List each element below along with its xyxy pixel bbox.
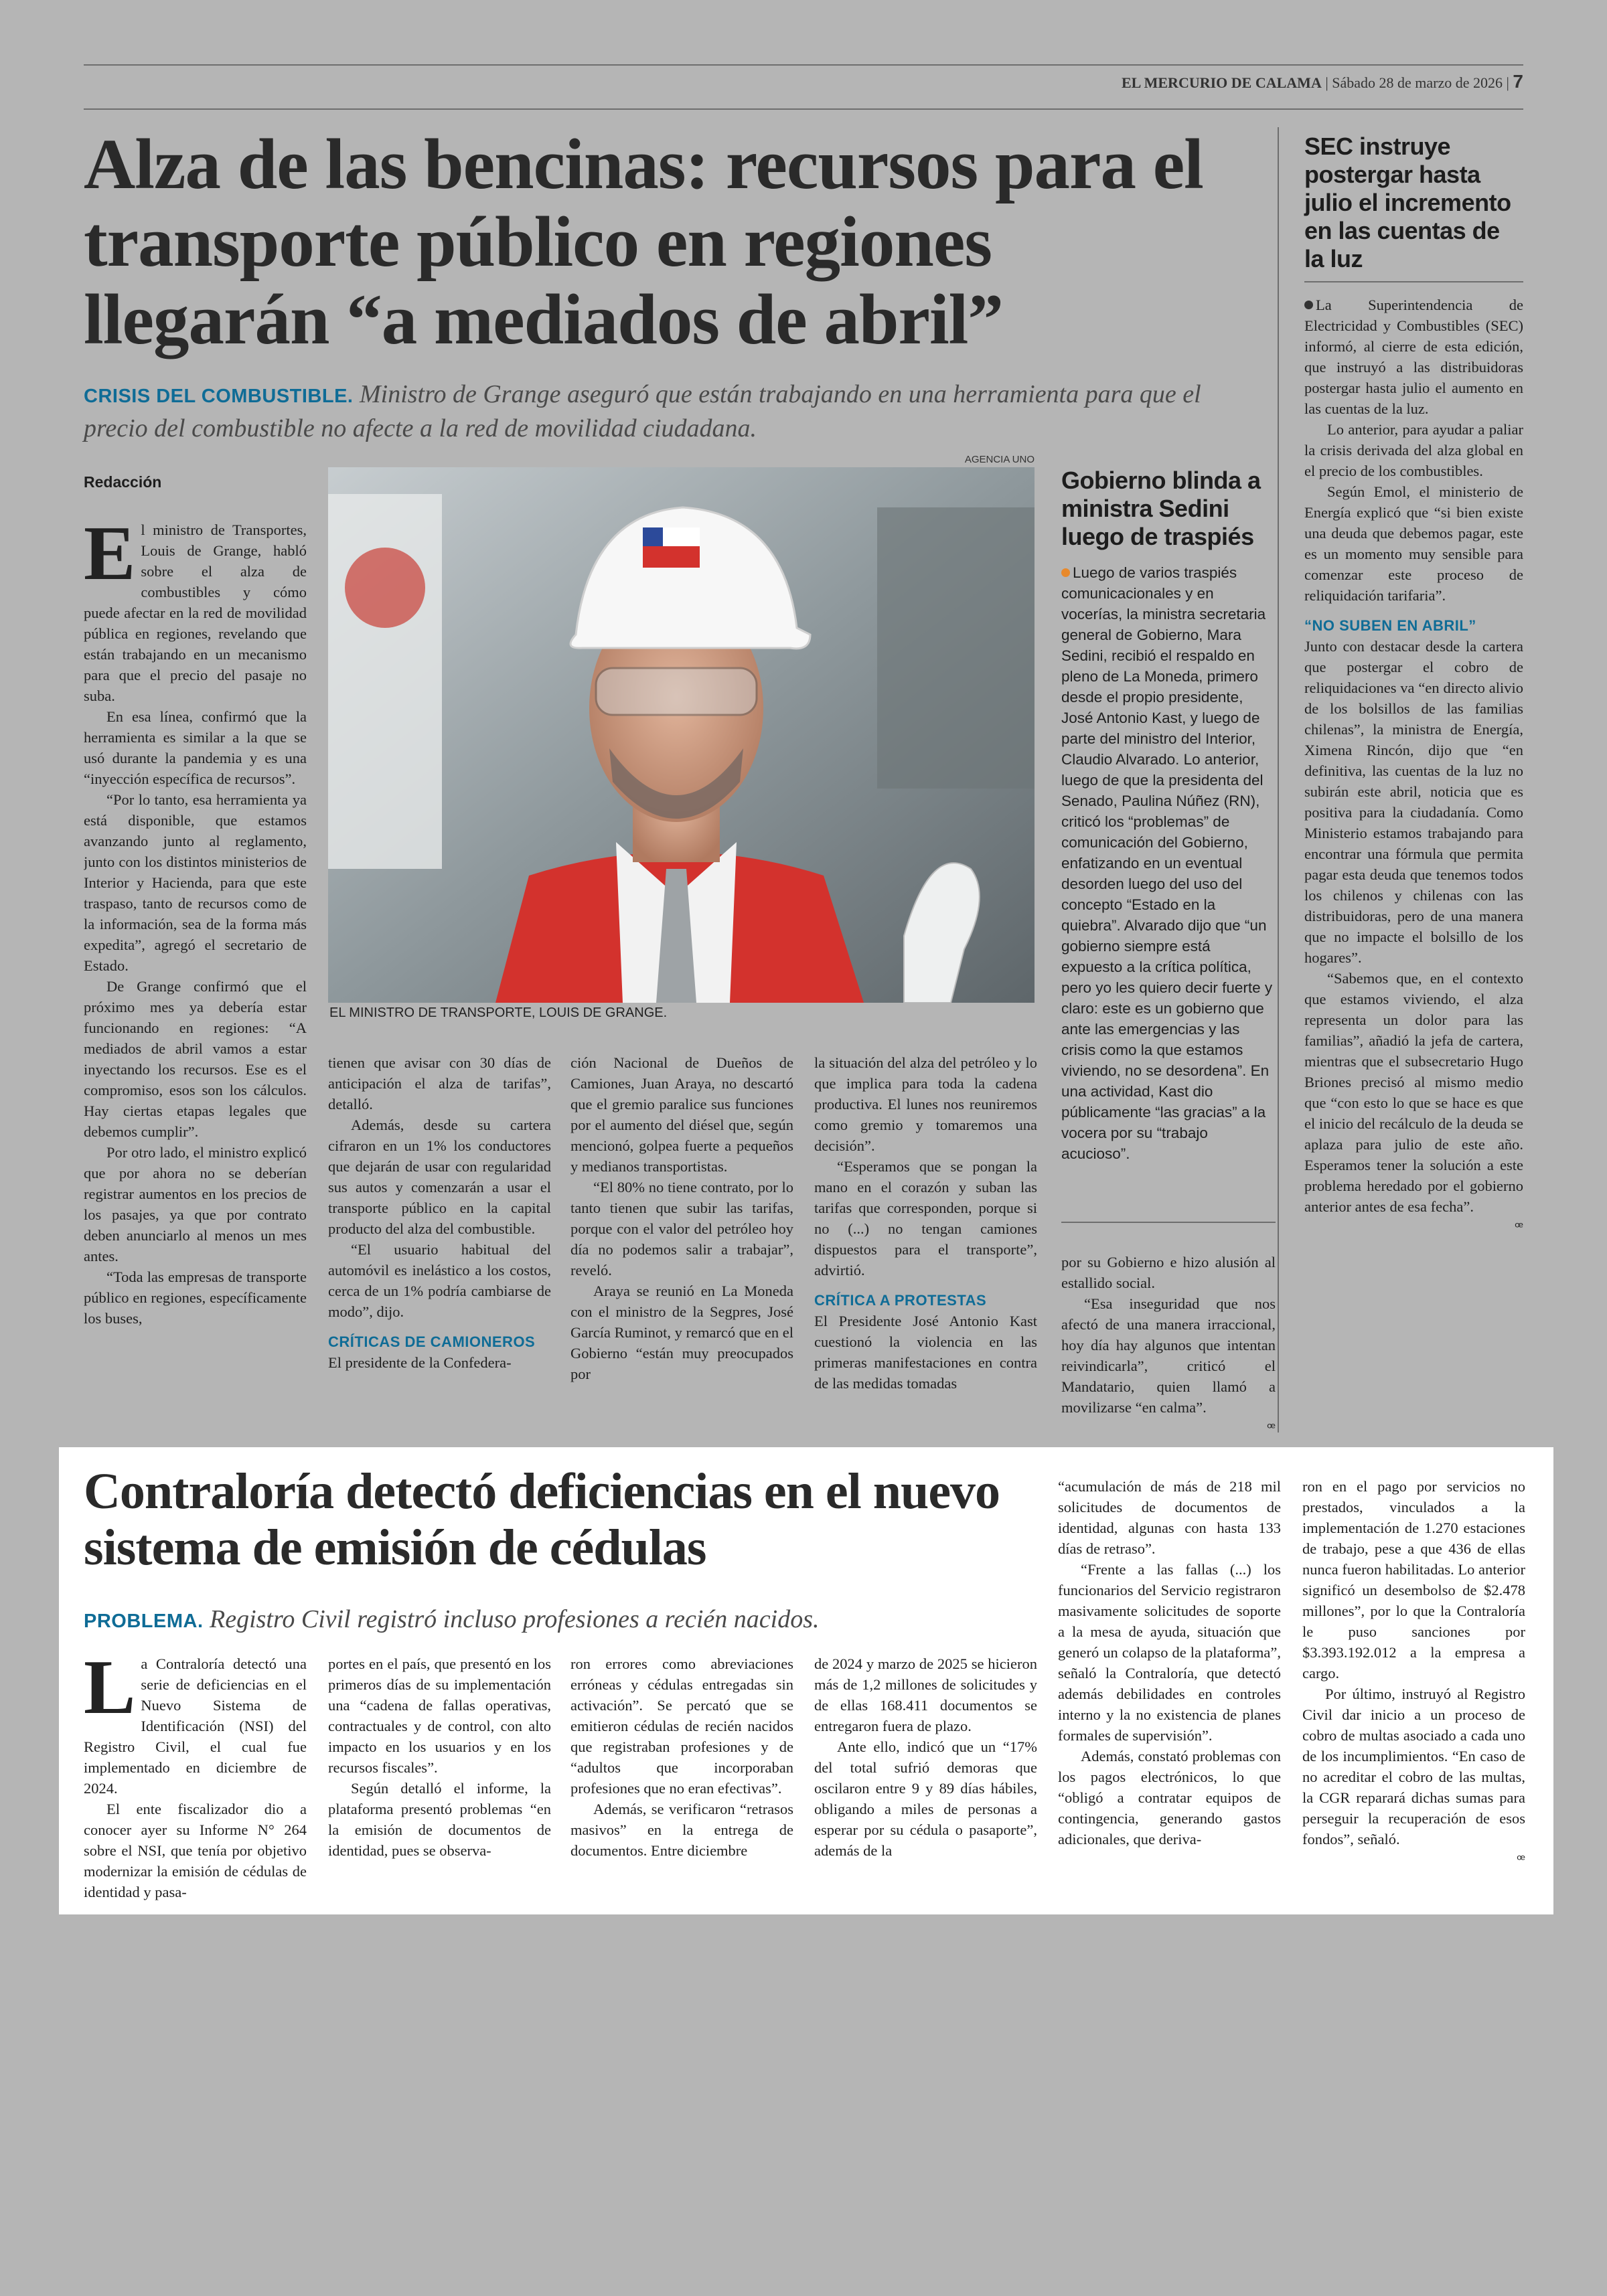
contraloria-deck — [84, 1603, 1048, 1637]
sec-bullet — [1304, 301, 1313, 309]
byline: Redacción — [84, 473, 162, 491]
top-rule — [84, 64, 1523, 66]
photo-credit: AGENCIA UNO — [964, 454, 1035, 465]
publication-name: EL MERCURIO DE CALAMA — [1121, 74, 1322, 91]
main-c1-p6: “Toda las empresas de transporte público en regiones, específicamente los buses, — [84, 1268, 307, 1327]
main-c1-p3: “Por lo tanto, esa herramienta ya está disponible, que estamos avanzando junto al reglamento, junto con los distintos ministerios de Interior y Hacienda, para que este traspaso, tanto de recursos como de la información, sea de la forma más expedita”, agregó el secretario de Estado. — [84, 791, 307, 974]
main-c2-tail: El presidente de la Confedera- — [328, 1354, 512, 1371]
main-headline: Alza de las bencinas: recursos para el transporte público en regiones llegarán “a mediados de abril” — [84, 125, 1203, 359]
main-deck — [84, 378, 1249, 444]
sidebar-divider — [1278, 127, 1279, 1432]
main-c3-p2: “El 80% no tiene contrato, por lo tanto tienen que subir las tarifas, porque con el valor del petróleo hoy día no podemos salir a trabajar”, reveló. — [570, 1179, 793, 1279]
cgr-c6-p2: Por último, instruyó al Registro Civil dar inicio a un proceso de cobro de multas asociado a cada uno de los incumplimientos. “En caso de no acreditar el cobro de las multas, la CGR reparará dichas sumas para perseguir la recuperación de esos fondos”, señaló. — [1302, 1686, 1525, 1848]
gobierno-text: Luego de varios traspiés comunicacionales y en vocerías, la ministra secretaria general de Gobierno, Mara Sedini, recibió el respaldo en pleno de La Moneda, primero desde el propio presidente, José Antonio Kast, y luego de parte del ministro del Interior, Claudio Alvarado. Lo anterior, luego de que la presidenta del Senado, Paulina Núñez (RN), criticó los “problemas” de comunicación del Gobierno, enfatizando en un eventual desorden luego del uso del concepto “Estado en la quiebra”. Alvarado dijo que “un gobierno siempre está expuesto a la crítica política, pero yo les quiero decir fuerte y claro: este es un gobierno que ante las emergencias y las crisis como la que estamos viviendo, no se desordena”. En una actividad, Kast dio públicamente “las gracias” a la vocera por su “trabajo acucioso”. — [1061, 564, 1273, 1162]
cgr-c6-p1: ron en el pago por servicios no prestados, vinculados a la implementación de 1.270 estaciones de trabajo, pese a que 436 de ellas nunca fueron habilitadas. Lo anterior significó un desembolso de $2.478 millones”, por lo que la Contraloría le puso sanciones por $3.393.192.012 a la empresa a cargo. — [1302, 1478, 1525, 1682]
cgr-c5-p2: “Frente a las fallas (...) los funcionarios del Servicio registraron masivamente solicitudes de soporte a la mesa de ayuda, situación que generó un colapso de la plataforma”, señaló la Contraloría, que detectó además debilidades en controles interno y la no existencia de planes formales de supervisión”. — [1058, 1561, 1281, 1744]
cgr-c1-p2: El ente fiscalizador dio a conocer ayer su Informe N° 264 sobre el NSI, que tenía por objetivo modernizar la emisión de cédulas de identidad y pasa- — [84, 1801, 307, 1900]
main-c4-tail: El Presidente José Antonio Kast cuestionó la violencia en las primeras manifestaciones en contra de las medidas tomadas — [814, 1313, 1037, 1392]
cgr-c5-p3: Además, constató problemas con los pagos electrónicos, lo que “obligó a contratar equipos de contingencia, generando gastos adicionales, que deriva- — [1058, 1748, 1281, 1848]
sec-rule — [1304, 281, 1523, 282]
cgr-column-5 — [1058, 1476, 1281, 1904]
main-c1-p4: De Grange confirmó que el próximo mes ya debería estar funcionando en regiones: “A mediados de abril vamos a estar inyectando los recursos. Ese es el compromiso, esos son los cálculos. Hay ciertas etapas legales que debemos cumplir”. — [84, 978, 307, 1140]
main-c1-p5: Por otro lado, el ministro explicó que por ahora no se deberían registrar aumentos en los precios de los pasajes, ya que por contrato deben anunciarlo al menos un mes antes. — [84, 1144, 307, 1264]
cgr-c3-p2: Además, se verificaron “retrasos masivos” en la entrega de documentos. Entre diciembre — [570, 1801, 793, 1859]
sec-p2: Lo anterior, para ayudar a paliar la crisis derivada del alza global en el precio de los combustibles. — [1304, 421, 1523, 479]
main-kicker: CRISIS DEL COMBUSTIBLE. — [84, 386, 354, 407]
sec-p4: Junto con destacar desde la cartera que postergar el cobro de reliquidaciones va “en directo alivio de los bolsillos de las familias chilenas”, la ministra de Energía, Ximena Rincón, dijo que “en definitiva, las cuentas de la luz no subirán este abril, noticia que es positiva para la ciudadanía. Como Ministerio estamos trabajando para encontrar una fórmula que permita pagar esta deuda que tenemos todos los chilenos y chilenas con las distribuidoras, pero de una manera que no impacte el bolsillo de los hogares”. — [1304, 638, 1523, 966]
main-c5-p1: por su Gobierno e hizo alusión al estallido social. — [1061, 1254, 1276, 1291]
cgr-c1-p1: a Contraloría detectó una serie de deficiencias en el Nuevo Sistema de Identificación (NSI) del Registro Civil, el cual fue implementado en diciembre de 2024. — [84, 1655, 307, 1797]
sec-body — [1304, 295, 1523, 1432]
cgr-c4-p1: de 2024 y marzo de 2025 se hicieron más de 1,2 millones de solicitudes y de ellas 168.411 documentos se entregaron fuera de plazo. — [814, 1655, 1037, 1734]
issue-date: Sábado 28 de marzo de 2026 — [1332, 74, 1503, 91]
sec-p3: Según Emol, el ministerio de Energía explicó que “si bien existe una deuda que debemos pagar, este es un momento muy sensible para comenzar este proceso de reliquidación tarifaria”. — [1304, 483, 1523, 604]
sec-subhead: “NO SUBEN EN ABRIL” — [1304, 617, 1476, 634]
end-mark-icon: ꟹ — [1515, 1219, 1523, 1235]
main-c2-p3: “El usuario habitual del automóvil es inelástico a los costos, cerca de un 1% podría cambiarse de modo”, dijo. — [328, 1241, 551, 1320]
end-mark-icon: ꟹ — [1517, 1852, 1525, 1868]
main-deck-text: Ministro de Grange aseguró que están trabajando en una herramienta para que el precio del combustible no afecte a la red de movilidad ciudadana. — [84, 380, 1201, 442]
main-c5-p2: “Esa inseguridad que nos afectó de una manera irraccional, hoy día hay algunos que intentan reivindicarla”, criticó el Mandatario, quien llamó a movilizarse “en calma”. — [1061, 1295, 1276, 1416]
main-c1-p2: En esa línea, confirmó que la herramienta es similar a la que se usó durante la pandemia y es una “inyección específica de recursos”. — [84, 708, 307, 787]
photo-caption: EL MINISTRO DE TRANSPORTE, LOUIS DE GRANGE. — [329, 1005, 668, 1020]
main-column-1 — [84, 472, 307, 1432]
contraloria-deck-text: Registro Civil registró incluso profesiones a recién nacidos. — [210, 1605, 820, 1633]
sec-p5: “Sabemos que, en el contexto que estamos viviendo, el alza representa un dolor para las familias”, añadió la jefa de cartera, mientras que el subsecretario Hugo Briones precisó al mismo medio que “con esto lo que se hace es que el inicio del recálculo de la deuda se aplaza para julio de este año. Esperamos tener la solución a este problema heredado por el gobierno anterior antes de esa fecha”. — [1304, 970, 1523, 1215]
subhead-protestas: CRÍTICA A PROTESTAS — [814, 1292, 987, 1309]
cgr-column-2 — [328, 1653, 551, 1904]
main-c4-p1: la situación del alza del petróleo y lo que implica para toda la cadena productiva. El lunes nos reuniremos como gremio y tomaremos una decisión”. — [814, 1054, 1037, 1154]
cgr-c3-p1: ron errores como abreviaciones erróneas y cédulas entregadas sin activación”. Se percató que se emitieron cédulas de recién nacidos que registraban profesiones y de “adultos que incorporaban profesiones que no eran efectivas”. — [570, 1655, 793, 1797]
main-column-5 — [1061, 1252, 1276, 1432]
subhead-camioneros: CRÍTICAS DE CAMIONEROS — [328, 1333, 536, 1350]
main-column-3 — [570, 1052, 793, 1432]
cgr-c5-p1: “acumulación de más de 218 mil solicitudes de documentos de identidad, algunas con hasta 133 días de retraso”. — [1058, 1478, 1281, 1557]
contraloria-headline: Contraloría detectó deficiencias en el nuevo sistema de emisión de cédulas — [84, 1463, 1000, 1576]
main-c2-p1: tienen que avisar con 30 días de anticipación el alza de tarifas”, detalló. — [328, 1054, 551, 1113]
minister-photo — [328, 467, 1035, 1003]
sec-headline: SEC instruye postergar hasta julio el incremento en las cuentas de la luz — [1304, 133, 1511, 272]
main-c3-p1: ción Nacional de Dueños de Camiones, Juan Araya, no descartó que el gremio paralice sus funciones por el aumento del diésel que, según mencionó, golpea fuerte a pequeños y medianos transportistas. — [570, 1054, 793, 1175]
page-folio: EL MERCURIO DE CALAMA | Sábado 28 de marzo de 2026 | 7 — [1121, 71, 1523, 92]
portrait-illustration — [328, 467, 1035, 1003]
cgr-column-6 — [1302, 1476, 1525, 1904]
main-c2-p2: Además, desde su cartera cifraron en un 1% los conductores que dejarán de usar con regularidad sus autos y comenzarán a usar el transporte público en la capital producto del alza del combustible. — [328, 1117, 551, 1237]
cgr-c2-p1: portes en el país, que presentó en los primeros días de su implementación una “cadena de fallas operativas, contractuales y de control, con alto impacto en los usuarios y en los recursos fiscales”. — [328, 1655, 551, 1776]
contraloria-kicker: PROBLEMA. — [84, 1611, 204, 1632]
cgr-c2-p2: Según detalló el informe, la plataforma presentó problemas “en la emisión de documentos de identidad, pues se observa- — [328, 1780, 551, 1859]
gobierno-body — [1061, 562, 1276, 1218]
sec-p1: La Superintendencia de Electricidad y Combustibles (SEC) informó, al cierre de esta edición, que instruyó a las distribuidoras postergar hasta julio el aumento en las cuentas de la luz. — [1304, 297, 1523, 417]
page-number: 7 — [1513, 71, 1523, 92]
header-rule — [84, 108, 1523, 110]
main-column-4 — [814, 1052, 1037, 1432]
end-mark-icon: ꟹ — [1267, 1420, 1276, 1432]
main-dropcap: E — [84, 511, 136, 596]
main-c1-p1: l ministro de Transportes, Louis de Grange, habló sobre el alza de combustibles y cómo puede afectar en la red de movilidad pública en regiones, revelando que están trabajando en un mecanismo para que el precio del pasaje no suba. — [84, 521, 307, 704]
cgr-c4-p2: Ante ello, indicó que un “17% del total sufrió demoras que oscilaron entre 9 y 89 días hábiles, obligando a miles de personas a esperar por su cédula o pasaporte”, además de la — [814, 1738, 1037, 1859]
gobierno-headline: Gobierno blinda a ministra Sedini luego de traspiés — [1061, 467, 1261, 550]
cgr-column-1 — [84, 1653, 307, 1904]
main-c3-p3: Araya se reunió en La Moneda con el ministro de la Segpres, José García Ruminot, y remarcó que en el Gobierno “están muy preocupados por — [570, 1283, 793, 1382]
gobierno-rule — [1061, 1222, 1276, 1223]
cgr-dropcap: L — [84, 1653, 136, 1730]
cgr-column-4 — [814, 1653, 1037, 1904]
main-c4-p2: “Esperamos que se pongan la mano en el corazón y suban las tarifas que corresponden, porque si no (...) no tengan camiones dispuestos para el transporte”, advirtió. — [814, 1158, 1037, 1279]
main-column-2 — [328, 1052, 551, 1432]
gobierno-bullet — [1061, 568, 1070, 577]
cgr-column-3 — [570, 1653, 793, 1904]
